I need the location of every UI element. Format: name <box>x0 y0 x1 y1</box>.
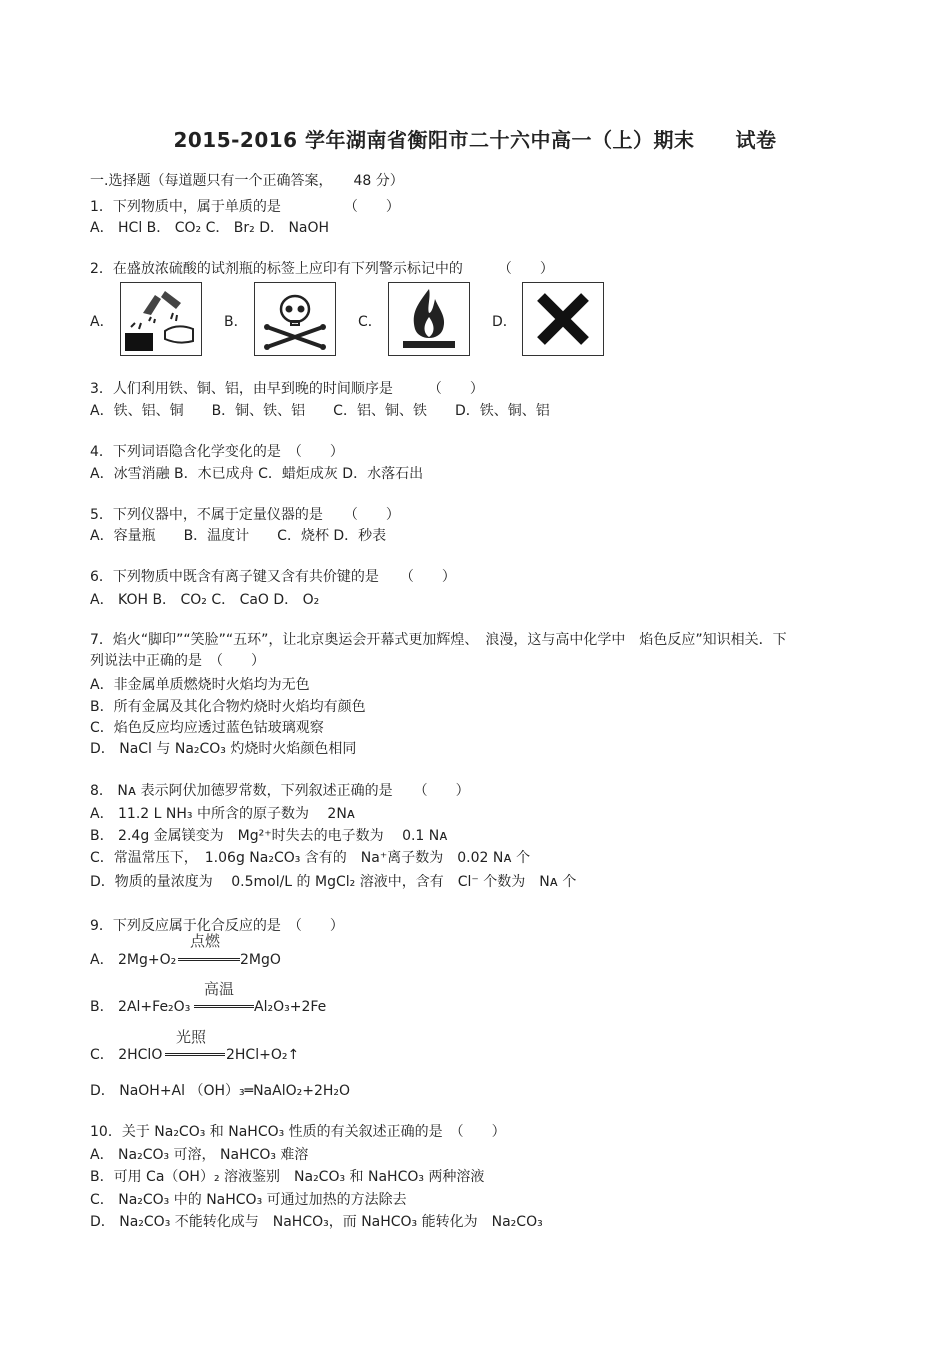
q8-option-b: B． 2.4g 金属镁变为 Mg²⁺时失去的电子数为 0.1 Nᴀ <box>90 828 448 844</box>
q4-options: A．冰雪消融 B．木已成舟 C．蜡炬成灰 D．水落石出 <box>90 466 424 482</box>
q2-label-d: D． <box>492 314 517 330</box>
q6-stem: 6．下列物质中既含有离子键又含有共价键的是 （ ） <box>90 569 456 585</box>
section-heading: 一.选择题（每道题只有一个正确答案， 48 分） <box>90 173 404 189</box>
q9-b-condition: 高温 <box>204 980 235 998</box>
q4-stem: 4．下列词语隐含化学变化的是 （ ） <box>90 444 344 460</box>
toxic-skull-sign-icon <box>254 282 336 356</box>
q9-c-condition: 光照 <box>176 1028 207 1046</box>
q10-option-d: D． Na₂CO₃ 不能转化成与 NaHCO₃，而 NaHCO₃ 能转化为 Na₂CO₃ <box>90 1214 543 1230</box>
q7-stem-line2: 列说法中正确的是 （ ） <box>90 653 265 669</box>
q9-a-equals-sign <box>178 958 240 961</box>
q7-stem-line1: 7．焰火“脚印”“笑脸”“五环”，让北京奥运会开幕式更加辉煌、 浪漫，这与高中化学中 焰色反应”知识相关．下 <box>90 632 787 648</box>
harmful-x-sign-icon <box>522 282 604 356</box>
q10-option-a: A． Na₂CO₃ 可溶， NaHCO₃ 难溶 <box>90 1147 309 1163</box>
q1-options: A． HCl B． CO₂ C． Br₂ D． NaOH <box>90 220 330 236</box>
q2-label-b: B． <box>224 314 248 330</box>
q8-option-a: A． 11.2 L NH₃ 中所含的原子数为 2Nᴀ <box>90 806 356 822</box>
q9-option-b-right: Al₂O₃+2Fe <box>254 999 327 1015</box>
q8-stem: 8． Nᴀ 表示阿伏加德罗常数，下列叙述正确的是 （ ） <box>90 783 470 799</box>
q9-option-c-left: C． 2HClO <box>90 1047 163 1063</box>
q9-stem: 9．下列反应属于化合反应的是 （ ） <box>90 918 344 934</box>
q9-a-condition: 点燃 <box>190 932 221 950</box>
q9-option-a-right: 2MgO <box>240 952 281 968</box>
flammable-flame-sign-icon <box>388 282 470 356</box>
q10-option-b: B．可用 Ca（OH）₂ 溶液鉴别 Na₂CO₃ 和 NaHCO₃ 两种溶液 <box>90 1169 485 1185</box>
q5-options: A．容量瓶 B．温度计 C．烧杯 D．秒表 <box>90 528 387 544</box>
page-title: 2015-2016 学年湖南省衡阳市二十六中高一（上）期末 试卷 <box>173 128 777 152</box>
q9-option-c-right: 2HCl+O₂↑ <box>226 1047 300 1063</box>
q10-option-c: C． Na₂CO₃ 中的 NaHCO₃ 可通过加热的方法除去 <box>90 1192 407 1208</box>
q2-label-c: C． <box>358 314 382 330</box>
q9-option-d: D． NaOH+Al （OH）₃═NaAlO₂+2H₂O <box>90 1083 351 1099</box>
q8-option-c: C．常温常压下， 1.06g Na₂CO₃ 含有的 Na⁺离子数为 0.02 Nᴀ 个 <box>90 850 531 866</box>
q8-option-d: D．物质的量浓度为 0.5mol/L 的 MgCl₂ 溶液中，含有 Cl⁻ 个数为 Nᴀ 个 <box>90 874 577 890</box>
q9-option-a-left: A． 2Mg+O₂ <box>90 952 177 968</box>
q1-stem: 1．下列物质中，属于单质的是 （ ） <box>90 199 400 215</box>
q9-c-equals-sign <box>165 1053 225 1056</box>
corrosive-sign-icon <box>120 282 202 356</box>
q7-option-b: B．所有金属及其化合物灼烧时火焰均有颜色 <box>90 699 366 715</box>
q5-stem: 5．下列仪器中，不属于定量仪器的是 （ ） <box>90 507 400 523</box>
q2-label-a: A． <box>90 314 114 330</box>
q3-options: A．铁、铝、铜 B．铜、铁、铝 C．铝、铜、铁 D．铁、铜、铝 <box>90 403 550 419</box>
q10-stem: 10．关于 Na₂CO₃ 和 NaHCO₃ 性质的有关叙述正确的是 （ ） <box>90 1124 506 1140</box>
q7-option-a: A．非金属单质燃烧时火焰均为无色 <box>90 677 310 693</box>
q7-option-c: C．焰色反应均应透过蓝色钴玻璃观察 <box>90 720 324 736</box>
q2-stem: 2．在盛放浓硫酸的试剂瓶的标签上应印有下列警示标记中的 （ ） <box>90 261 554 277</box>
q7-option-d: D． NaCl 与 Na₂CO₃ 灼烧时火焰颜色相同 <box>90 741 357 757</box>
q9-b-equals-sign <box>194 1005 254 1008</box>
q3-stem: 3．人们利用铁、铜、铝，由早到晚的时间顺序是 （ ） <box>90 381 484 397</box>
q6-options: A． KOH B． CO₂ C． CaO D． O₂ <box>90 592 320 608</box>
q9-option-b-left: B． 2Al+Fe₂O₃ <box>90 999 191 1015</box>
